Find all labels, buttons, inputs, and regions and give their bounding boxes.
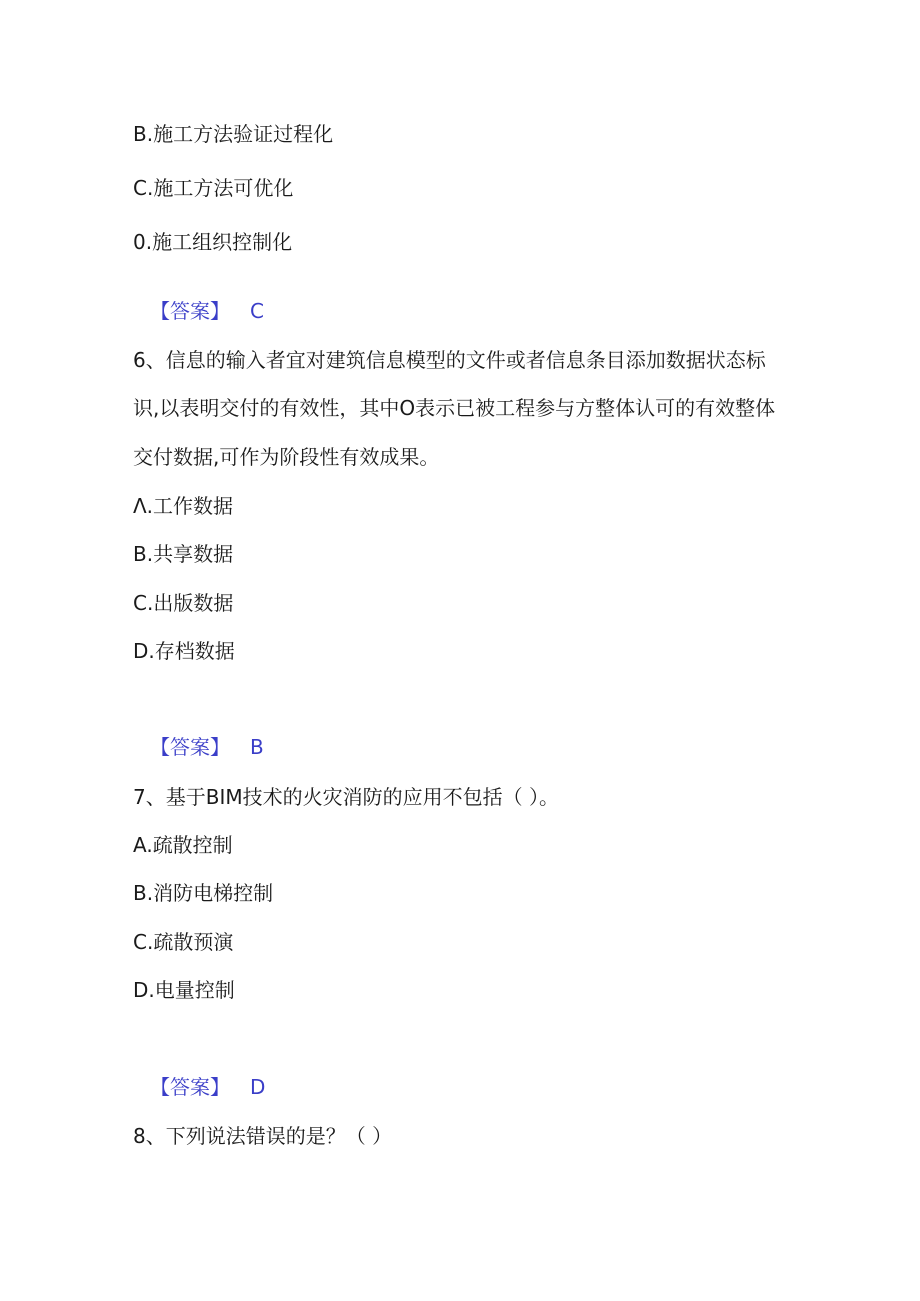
q6-answer-line bbox=[150, 733, 264, 761]
answer-value: D bbox=[250, 1075, 266, 1099]
answer-value: C bbox=[250, 299, 264, 323]
q6-option-c: C.出版数据 bbox=[133, 591, 234, 615]
question-7: 7、基于BIM技术的火灾消防的应用不包括（ ）。 bbox=[133, 785, 559, 809]
option-d: 0.施工组织控制化 bbox=[133, 230, 293, 254]
q6-option-d: D.存档数据 bbox=[133, 639, 235, 663]
answer-label: 【答案】 bbox=[150, 1075, 230, 1099]
q7-option-b: B.消防电梯控制 bbox=[133, 881, 274, 905]
q6-option-a: Λ.工作数据 bbox=[133, 494, 234, 518]
q7-option-d: D.电量控制 bbox=[133, 978, 235, 1002]
question-6-line-2: 识,以表明交付的有效性，其中O表示已被工程参与方整体认可的有效整体 bbox=[133, 396, 776, 420]
option-c: C.施工方法可优化 bbox=[133, 176, 294, 200]
option-b: B.施工方法验证过程化 bbox=[133, 122, 334, 146]
question-6-line-1: 6、信息的输入者宜对建筑信息模型的文件或者信息条目添加数据状态标 bbox=[133, 348, 766, 372]
q7-answer-line bbox=[150, 1073, 265, 1101]
q7-option-c: C.疏散预演 bbox=[133, 930, 234, 954]
question-8: 8、下列说法错误的是？（ ） bbox=[133, 1124, 393, 1148]
question-6-line-3: 交付数据,可作为阶段性有效成果。 bbox=[133, 445, 440, 469]
q7-option-a: A.疏散控制 bbox=[133, 833, 233, 857]
q6-option-b: B.共享数据 bbox=[133, 542, 234, 566]
answer-value: B bbox=[250, 735, 264, 759]
answer-label: 【答案】 bbox=[150, 735, 230, 759]
answer-label: 【答案】 bbox=[150, 299, 230, 323]
answer-line bbox=[150, 297, 264, 325]
